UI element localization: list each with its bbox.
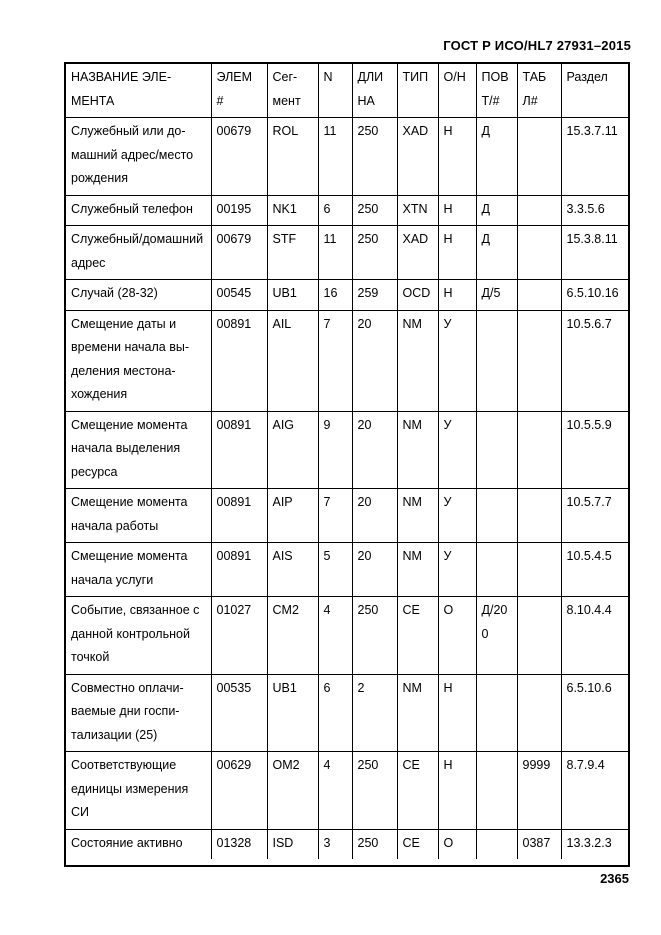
cell-elem: 00195 — [211, 195, 267, 226]
cell-elem: 00679 — [211, 118, 267, 196]
cell-elem: 00891 — [211, 489, 267, 543]
cell-opt: О — [438, 829, 476, 859]
cell-opt: Н — [438, 226, 476, 280]
cell-length: 20 — [352, 310, 397, 411]
cell-table — [517, 674, 561, 752]
cell-name: Служебный/домашний адрес — [66, 226, 211, 280]
cell-opt: Н — [438, 280, 476, 311]
cell-table — [517, 543, 561, 597]
cell-elem: 00891 — [211, 411, 267, 489]
table-row — [66, 752, 628, 830]
table-row — [66, 226, 628, 280]
cell-section: 8.10.4.4 — [561, 597, 628, 675]
cell-length: 259 — [352, 280, 397, 311]
cell-name: Смещение момента начала услуги — [66, 543, 211, 597]
cell-segment: AIG — [267, 411, 318, 489]
cell-opt: У — [438, 489, 476, 543]
column-header-section: Раздел — [561, 64, 628, 118]
cell-table — [517, 310, 561, 411]
cell-rep — [476, 752, 517, 830]
cell-table — [517, 489, 561, 543]
cell-rep: Д/5 — [476, 280, 517, 311]
cell-n: 9 — [318, 411, 352, 489]
cell-length: 250 — [352, 195, 397, 226]
cell-type: NM — [397, 310, 438, 411]
cell-rep — [476, 829, 517, 859]
cell-type: XAD — [397, 118, 438, 196]
cell-length: 20 — [352, 543, 397, 597]
column-header-table: ТАБ Л# — [517, 64, 561, 118]
table-row — [66, 829, 628, 859]
cell-section: 3.3.5.6 — [561, 195, 628, 226]
cell-rep — [476, 674, 517, 752]
cell-type: XTN — [397, 195, 438, 226]
cell-section: 10.5.7.7 — [561, 489, 628, 543]
cell-name: Смещение даты и времени начала выделения местонахождения — [66, 310, 211, 411]
cell-section: 15.3.8.11 — [561, 226, 628, 280]
cell-opt: Н — [438, 674, 476, 752]
cell-name: Совместно оплачиваемые дни госпитализации (25) — [66, 674, 211, 752]
cell-table — [517, 226, 561, 280]
cell-n: 11 — [318, 226, 352, 280]
cell-segment: ROL — [267, 118, 318, 196]
cell-table — [517, 118, 561, 196]
cell-rep: Д — [476, 195, 517, 226]
table-row — [66, 543, 628, 597]
cell-table — [517, 280, 561, 311]
column-header-type: ТИП — [397, 64, 438, 118]
cell-section: 10.5.4.5 — [561, 543, 628, 597]
cell-type: NM — [397, 674, 438, 752]
cell-n: 6 — [318, 674, 352, 752]
document-header: ГОСТ Р ИСО/HL7 27931–2015 — [443, 38, 631, 53]
cell-segment: UB1 — [267, 674, 318, 752]
cell-type: CE — [397, 829, 438, 859]
cell-opt: У — [438, 411, 476, 489]
table-body — [66, 118, 628, 860]
cell-table — [517, 195, 561, 226]
table-row — [66, 118, 628, 196]
cell-opt: Н — [438, 118, 476, 196]
page-number: 2365 — [600, 871, 629, 886]
cell-elem: 00629 — [211, 752, 267, 830]
cell-segment: OM2 — [267, 752, 318, 830]
cell-opt: Н — [438, 195, 476, 226]
cell-section: 13.3.2.3 — [561, 829, 628, 859]
cell-section: 8.7.9.4 — [561, 752, 628, 830]
cell-segment: UB1 — [267, 280, 318, 311]
cell-name: Смещение момента начала выделения ресурса — [66, 411, 211, 489]
cell-opt: У — [438, 310, 476, 411]
cell-segment: AIS — [267, 543, 318, 597]
cell-name: Служебный телефон — [66, 195, 211, 226]
cell-segment: STF — [267, 226, 318, 280]
cell-table: 0387 — [517, 829, 561, 859]
cell-length: 250 — [352, 226, 397, 280]
cell-elem: 00535 — [211, 674, 267, 752]
cell-segment: NK1 — [267, 195, 318, 226]
cell-type: NM — [397, 543, 438, 597]
cell-type: XAD — [397, 226, 438, 280]
cell-n: 11 — [318, 118, 352, 196]
cell-section: 6.5.10.16 — [561, 280, 628, 311]
cell-n: 16 — [318, 280, 352, 311]
elements-table — [66, 64, 628, 859]
cell-n: 7 — [318, 489, 352, 543]
column-header-elem: ЭЛЕМ # — [211, 64, 267, 118]
cell-n: 6 — [318, 195, 352, 226]
table-header-row — [66, 64, 628, 118]
cell-length: 250 — [352, 597, 397, 675]
table-container — [64, 62, 630, 867]
column-header-rep: ПОВ Т/# — [476, 64, 517, 118]
cell-length: 250 — [352, 829, 397, 859]
cell-n: 4 — [318, 597, 352, 675]
cell-elem: 00891 — [211, 310, 267, 411]
cell-length: 2 — [352, 674, 397, 752]
cell-rep — [476, 411, 517, 489]
cell-n: 5 — [318, 543, 352, 597]
cell-elem: 00545 — [211, 280, 267, 311]
cell-section: 15.3.7.11 — [561, 118, 628, 196]
cell-name: Соответствующие единицы измерения СИ — [66, 752, 211, 830]
column-header-segment: Сегмент — [267, 64, 318, 118]
cell-name: Служебный или домашний адрес/место рождения — [66, 118, 211, 196]
cell-type: CE — [397, 597, 438, 675]
cell-n: 7 — [318, 310, 352, 411]
cell-name: Событие, связанное с данной контрольной точкой — [66, 597, 211, 675]
table-row — [66, 597, 628, 675]
cell-elem: 00679 — [211, 226, 267, 280]
cell-length: 250 — [352, 752, 397, 830]
cell-rep: Д — [476, 118, 517, 196]
cell-type: NM — [397, 489, 438, 543]
cell-segment: ISD — [267, 829, 318, 859]
cell-section: 10.5.6.7 — [561, 310, 628, 411]
cell-table: 9999 — [517, 752, 561, 830]
cell-rep — [476, 310, 517, 411]
table-row — [66, 411, 628, 489]
table-row — [66, 310, 628, 411]
cell-opt: У — [438, 543, 476, 597]
cell-segment: AIL — [267, 310, 318, 411]
cell-opt: О — [438, 597, 476, 675]
table-row — [66, 280, 628, 311]
cell-name: Смещение момента начала работы — [66, 489, 211, 543]
cell-section: 6.5.10.6 — [561, 674, 628, 752]
table-row — [66, 489, 628, 543]
cell-table — [517, 411, 561, 489]
cell-rep: Д — [476, 226, 517, 280]
cell-segment: CM2 — [267, 597, 318, 675]
cell-type: NM — [397, 411, 438, 489]
cell-n: 4 — [318, 752, 352, 830]
cell-type: OCD — [397, 280, 438, 311]
cell-rep: Д/200 — [476, 597, 517, 675]
table-row — [66, 195, 628, 226]
cell-type: CE — [397, 752, 438, 830]
column-header-n: N — [318, 64, 352, 118]
cell-table — [517, 597, 561, 675]
cell-segment: AIP — [267, 489, 318, 543]
cell-rep — [476, 543, 517, 597]
table-row — [66, 674, 628, 752]
cell-elem: 00891 — [211, 543, 267, 597]
cell-n: 3 — [318, 829, 352, 859]
cell-name: Состояние активно — [66, 829, 211, 859]
cell-length: 20 — [352, 489, 397, 543]
column-header-opt: О/Н — [438, 64, 476, 118]
cell-name: Случай (28-32) — [66, 280, 211, 311]
cell-length: 250 — [352, 118, 397, 196]
cell-elem: 01328 — [211, 829, 267, 859]
cell-rep — [476, 489, 517, 543]
column-header-name: НАЗВАНИЕ ЭЛЕМЕНТА — [66, 64, 211, 118]
column-header-length: ДЛИ НА — [352, 64, 397, 118]
cell-section: 10.5.5.9 — [561, 411, 628, 489]
cell-elem: 01027 — [211, 597, 267, 675]
cell-opt: Н — [438, 752, 476, 830]
cell-length: 20 — [352, 411, 397, 489]
